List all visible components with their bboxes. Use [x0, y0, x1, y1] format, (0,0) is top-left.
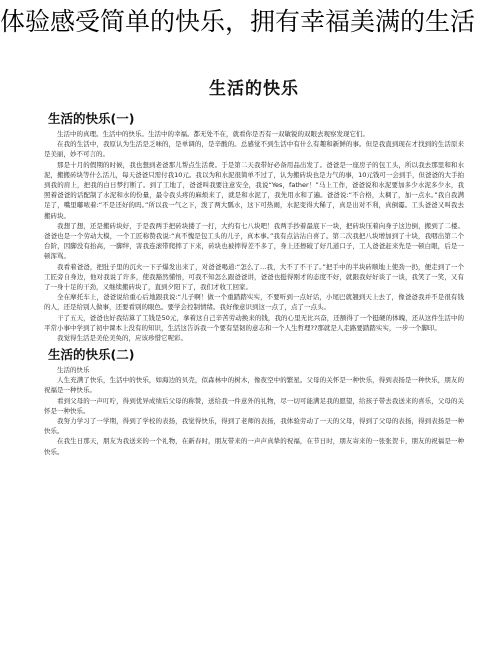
paragraph: 我努力学习了一学期，得到了学校的表扬，我觉得快乐，得到了老师的表扬，我体验劳动了一天的父母，得到了父母的表扬，得到表扬是一种快乐。 [44, 417, 464, 436]
paragraph: 人生充满了快乐，生活中的快乐，如海边的贝壳，似森林中的树木，像夜空中的繁星。父母的关怀是一种快乐，得到表扬是一种快乐，朋友的祝福是一种快乐。 [44, 376, 464, 395]
paragraph: 我看着爸爸，把肚子里的沉火一下子爆发出来了，对爸爸喝道:“怎么了…我，大不了不干了。”把手中的半块砖顺地上使劲一扔，便走到了一个工匠旁自身边，他对我说了许多，使我豁然懂悟，可我不知怎么跟爸爸讲，爸爸也挺得刚才的态度不好，就跟我好好谈了一谈，我笑了一笑，又有了一身十足的干劲，又继续搬砖块了，直到夕阳下了，我们才收工回家。 [44, 262, 464, 292]
section-heading-2: 生活的快乐(二) [48, 347, 135, 363]
paragraph: 我觉得生活是美伦美奂的，应该珍惜它呢彩。 [57, 334, 187, 343]
document-page [40, 62, 468, 642]
section-subtitle: 生活的快乐 [57, 366, 90, 375]
paragraph: 看到父母的一声叮咛，得到优异成绩后父母的称赞，送给我一件意外的礼物，尽一切可能满足我的愿望，给孩子带去我送来的喜乐，父母的关怀是一种快乐。 [44, 396, 464, 415]
paragraph: 在我的生活中，我原认为生活是乏味的，是单调的，是辛酸的。总感觉不到生活中有什么有趣和新鲜的事。但是我直到现在才找到的生活原来是美丽，妙不可言的。 [44, 140, 464, 159]
banner-caption: 体验感受简单的快乐，拥有幸福美满的生活 [0, 7, 476, 36]
paragraph: 我想了想，还是搬砖块好，于是我两手把砖块搂了一打，大约有七八块吧！我两手抄着最底下一块，把砖块压着向身子这边倒，搬到了二楼。爸爸也是一个劳动大模，一个工匠称赞我说:“真不愧是包工头的儿子，真本事。”我有点沾沾自喜了。第二次我把八块增加到了十块，我咽出第二个台阶，因脚没有抬高，一脚绊，害我连滚带爬摔了下来，砖块也被摔得差不多了，身上还擦破了好几道口子，工人爸爸赶来先是一顿白眼，后是一顿浑骂。 [44, 221, 464, 261]
paragraph: 那是十月的假期的时候，我也想到老爸那儿帮点生活费。于是第二天我带好必备用品出发了。爸爸是一座房子的包工头，所以我去那里和和水泥，搬搬砖块等什么活儿，每天爸爸只需付我10元。我以为和水泥很简单不过了，认为搬砖块也是力气的事，10元钱可一会到手，但爸爸的大手拍到我的肩上，把我的白日梦打断了。到了工地了，爸爸叫我要注意安全，我说“Yes，father！”马上工作，爸爸说和水泥要加多少水泥多少水，我照着爸爸的话配制了水泥和水的份量，最令我头疼的麻烦来了，就是和水泥了，我先用水和了遍。爸爸说:“不合格，太稠了，加一点水。”我自我满足了，嘴里嘟哝着:“不是还好的吗。”所以我一气之下，泼了两大瓢水，这下可热闹，水泥变得大稀了，真是出对不利，真倒霉。工头爸爸又叫我去搬砖块。 [44, 160, 464, 220]
paragraph: 在我生日那天，朋友为我送来的一个礼物，在新春时，朋友带来的一声声真挚的祝福，在节日时，朋友寄来的一张张贺卡，朋友的祝福是一种快乐。 [44, 437, 464, 456]
paragraph: 全在摩托车上，爸爸说给重心后地跟我说:“儿子啊！做一个重踏踏实实，不要听到一点好话，小尾巴就翘到天上去了，像爸爸我并不是很有钱的人，还是给别人做事，还要看别的眼色。要学会控制情绪。我好像意识到这一点了，点了一点头。 [44, 293, 464, 312]
section-heading-1: 生活的快乐(一) [48, 111, 135, 126]
paragraph: 干了五天，爸爸也好我结算了工钱是50元，拿着这自己辛苦劳动换来的钱，我的心里无比兴奋，还额得了一个挺硬的体魄，还从这件生活中的平常小事中学到了初中课本上没有的知识，生活这告诉我一个要有坚韧的意志和一个人生哲理??那就是人走路要踏踏实实，一步一个脚印。 [44, 313, 464, 332]
paragraph: 生活中的真理。生活中的快乐。生活中的幸福。都无处不在，就看你是否有一双敏锐的双眼去观察发现它们。 [57, 130, 369, 138]
document-title: 生活的快乐 [209, 79, 299, 99]
